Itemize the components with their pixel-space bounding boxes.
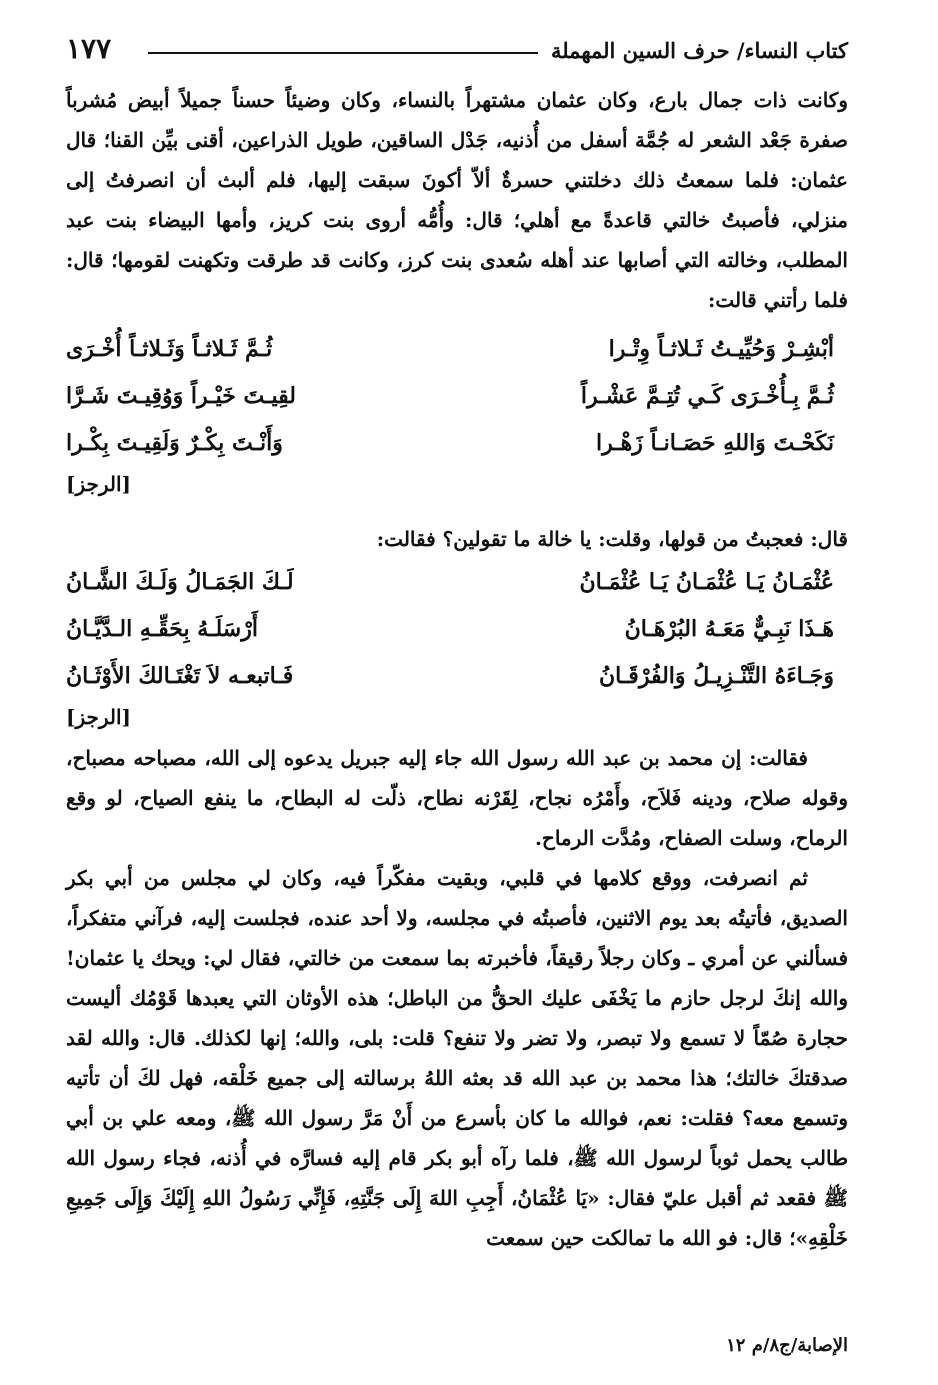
verse-first-hemistich: أبْشِـرْ وَحُيِّيـتُ ثَـلاثـاً وِتْـرا: [608, 336, 834, 362]
verse-first-hemistich: عُثْمَـانُ يَـا عُثْمَـانُ يَـا عُثْمَـانُ: [579, 569, 834, 595]
verse-line: [66, 606, 848, 653]
signature-mark: الإصابة/ج٨/م ١٢: [726, 1335, 848, 1356]
header-title: كتاب النساء/ حرف السين المهملة: [550, 38, 848, 63]
verse-first-hemistich: ثُـمَّ بِـأُخْـرَى كَـي تُتِـمَّ عَشْـراً: [580, 383, 834, 409]
verse-line: [66, 420, 848, 467]
verse-line: [66, 326, 848, 373]
verse-first-hemistich: نَكَحْـتَ وَاللهِ حَصَـانـاً زَهْـرا: [595, 430, 834, 456]
verse-second-hemistich: فَـاتبعـه لاَ تَغْتَـالكَ الأَوْثَـانُ: [66, 663, 294, 689]
paragraph: ثم انصرفت، ووقع كلامها في قلبي، وبقيت مفكّراً فيه، وكان لي مجلس من أبي بكر الصديق، فأتيتُه بعد يوم الاثنين، فأصبتُه في مجلسه، ولا أحد عنده، فجلست إليه، فرآني متفكراً، فسألني عن أمري ـ وكان رجلاً رقيقاً، فأخبرته بما سمعت من خالتي، فقال لي: ويحك يا عثمان! والله إنكَ لرجل حازم ما يَخْفَى عليك الحقُّ من الباطل؛ هذه الأوثان التي يعبدها قَوْمُك أليست حجارة صُمّاً لا تسمع ولا تبصر، ولا تضر ولا تنفع؟ قلت: بلى، والله؛ إنها لكذلك. قال: والله لقد صدقتكَ خالتك؛ هذا محمد بن عبد الله قد بعثه اللهُ برسالته إلى جميع خَلْقه، فهل لكَ أن تأتيه وتسمع معه؟ فقلت: نعم، فوالله ما كان بأسرع من أَنْ مَرَّ رسول الله ﷺ، ومعه علي بن أبي طالب يحمل ثوباً لرسول الله ﷺ، فلما رآه أبو بكر قام إليه فسارَّه في أُذنه، فجاء رسول الله ﷺ فقعد ثم أقبل عليّ فقال: «يَا عُثْمَانُ، أَجِبِ اللهَ إِلَى جَنَّتِهِ، فَإِنِّي رَسُولُ اللهِ إِلَيْكَ وَإِلَى جَمِيعِ خَلْقِهِ»؛ قال: فو الله ما تمالكت حين سمعت: [66, 866, 848, 1250]
header-rule: [148, 52, 538, 54]
verse-line: [66, 373, 848, 420]
verse-first-hemistich: وَجَـاءَهُ التَّنْـزِيـلُ وَالفُرْقَـانُ: [599, 663, 834, 689]
poem-meter-label: [الرجز]: [66, 472, 132, 496]
page-body: [66, 80, 848, 1258]
paragraph: قال: فعجبتُ من قولها، وقلت: يا خالة ما تقولين؟ فقالت:: [376, 527, 848, 551]
verse-line: [66, 653, 848, 700]
verse-second-hemistich: وَأَنْـتَ بِكْـرٌ وَلَقِيـتَ بِكْـرا: [66, 430, 283, 456]
paragraph: وكانت ذات جمال بارع، وكان عثمان مشتهراً بالنساء، وكان وضيئاً حسناً جميلاً أبيض مُشرباً صفرة جَعْد الشعر له جُمَّة أسفل من أُذنيه، جَدْل الساقين، طويل الذراعين، أقنى بيِّن القنا؛ قال عثمان: فلما سمعتُ ذلك دخلتني حسرةٌ ألاّ أكونَ سبقت إليها، فلم ألبث أن انصرفتُ إلى منزلي، فأصبتُ خالتي قاعدةً مع أهلي؛ قال: وأُمُّه أروى بنت كريز، وأمها البيضاء بنت عبد المطلب، وخالته التي أصابها عند أهله سُعدى بنت كرز، وكانت قد طرقت وتكهنت لقومها؛ قال: فلما رأتني قالت:: [66, 88, 848, 312]
poem-meter-label: [الرجز]: [66, 705, 132, 729]
verse-second-hemistich: لقِيـتَ خَيْـراً وَوُقِيـتَ شَـرَّا: [66, 383, 297, 409]
page-number: ١٧٧: [66, 32, 112, 65]
verse-first-hemistich: هَـذَا نَبِـيٌّ مَعَـهُ البُرْهَـانُ: [624, 616, 834, 642]
verse-second-hemistich: لَـكَ الجَمَـالُ وَلَـكَ الشَّـانُ: [66, 569, 294, 595]
poem-block-2: [66, 559, 848, 734]
poem-block-1: [66, 326, 848, 501]
verse-second-hemistich: ثُـمَّ ثَـلاثـاً وَثَـلاثـاً أُخْـرَى: [66, 336, 273, 362]
paragraph: فقالت: إن محمد بن عبد الله رسول الله جاء إليه جبريل يدعوه إلى الله، مصباحه مصباح، وقوله صلاح، ودينه فَلاَح، وأَمْرُه نجاح، لِقَرْنه نطاح، ذلّت له البطاح، ما ينفع الصياح، لو وقع الرماح، وسلت الصفاح، ومُدَّت الرماح.: [66, 746, 848, 850]
verse-line: [66, 559, 848, 606]
running-header: [60, 30, 848, 70]
verse-second-hemistich: أَرْسَلَـهُ بِحَقِّـهِ الـدَّيَّـانُ: [66, 616, 258, 642]
